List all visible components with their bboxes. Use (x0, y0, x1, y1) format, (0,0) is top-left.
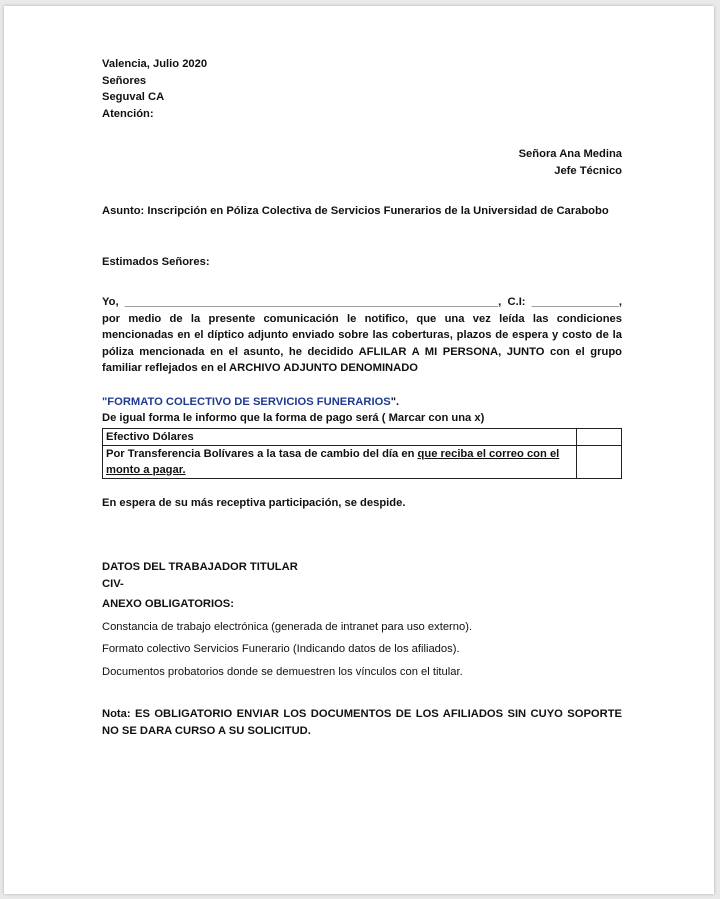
document-page (4, 6, 714, 894)
greeting-to: Señores (102, 74, 147, 87)
recipient-title: Jefe Técnico (554, 164, 622, 177)
attention-label: Atención: (102, 107, 154, 120)
annex-item: Documentos probatorios donde se demuestren los vínculos con el titular. (102, 665, 463, 678)
payment-table (102, 428, 622, 479)
subject-line: Asunto: Inscripción en Póliza Colectiva de Servicios Funerarios de la Universidad de Carabobo (102, 205, 609, 217)
payment-option-text: Por Transferencia Bolívares a la tasa de cambio del día en (106, 447, 418, 460)
company-name: Seguval CA (102, 91, 165, 103)
body-paragraph: Yo, ____________________________________________________________, C.I: ______________, por medio de la presente comunicación le notifico, que una vez leída las condiciones mencionadas en el díptico adjunto enviado sobre las coberturas, plazos de espera y costo de la póliza mencionada en el asunto, he decidido AFLILAR A MI PERSONA, JUNTO con el grupo familiar reflejados en el ARCHIVO ADJUNTO DENOMINADO (102, 296, 622, 374)
letter-body (102, 56, 622, 739)
format-suffix: ". (390, 395, 400, 408)
closing-line: En espera de su más receptiva participación, se despide. (102, 496, 406, 509)
annex-header: ANEXO OBLIGATORIOS: (102, 598, 234, 610)
recipient-name: Señora Ana Medina (518, 148, 622, 160)
annex-item: Formato colectivo Servicios Funerario (Indicando datos de los afiliados). (102, 643, 460, 655)
salutation: Estimados Señores: (102, 255, 210, 268)
payment-option-label (103, 428, 577, 445)
payment-row-cash (103, 428, 622, 445)
format-name: "FORMATO COLECTIVO DE SERVICIOS FUNERARIOS (102, 395, 391, 408)
payment-option-label (103, 445, 577, 478)
payment-mark-cell[interactable] (577, 445, 622, 478)
worker-header: DATOS DEL TRABAJADOR TITULAR (102, 561, 298, 573)
payment-mark-cell[interactable] (577, 428, 622, 445)
annex-item: Constancia de trabajo electrónica (generada de intranet para uso externo). (102, 620, 473, 633)
payment-option-underlined: que reciba el correo con el monto a pagar. (106, 447, 560, 476)
place-date: Valencia, Julio 2020 (102, 58, 208, 70)
format-reference (102, 394, 622, 411)
payment-option-text: Efectivo Dólares (106, 430, 194, 443)
payment-intro: De igual forma le informo que la forma de pago será ( Marcar con una x) (102, 412, 485, 424)
note-paragraph: Nota: ES OBLIGATORIO ENVIAR LOS DOCUMENTOS DE LOS AFILIADOS SIN CUYO SOPORTE NO SE DARA CURSO A SU SOLICITUD. (102, 708, 622, 737)
worker-id: CIV- (102, 577, 124, 590)
payment-row-transfer (103, 445, 622, 478)
